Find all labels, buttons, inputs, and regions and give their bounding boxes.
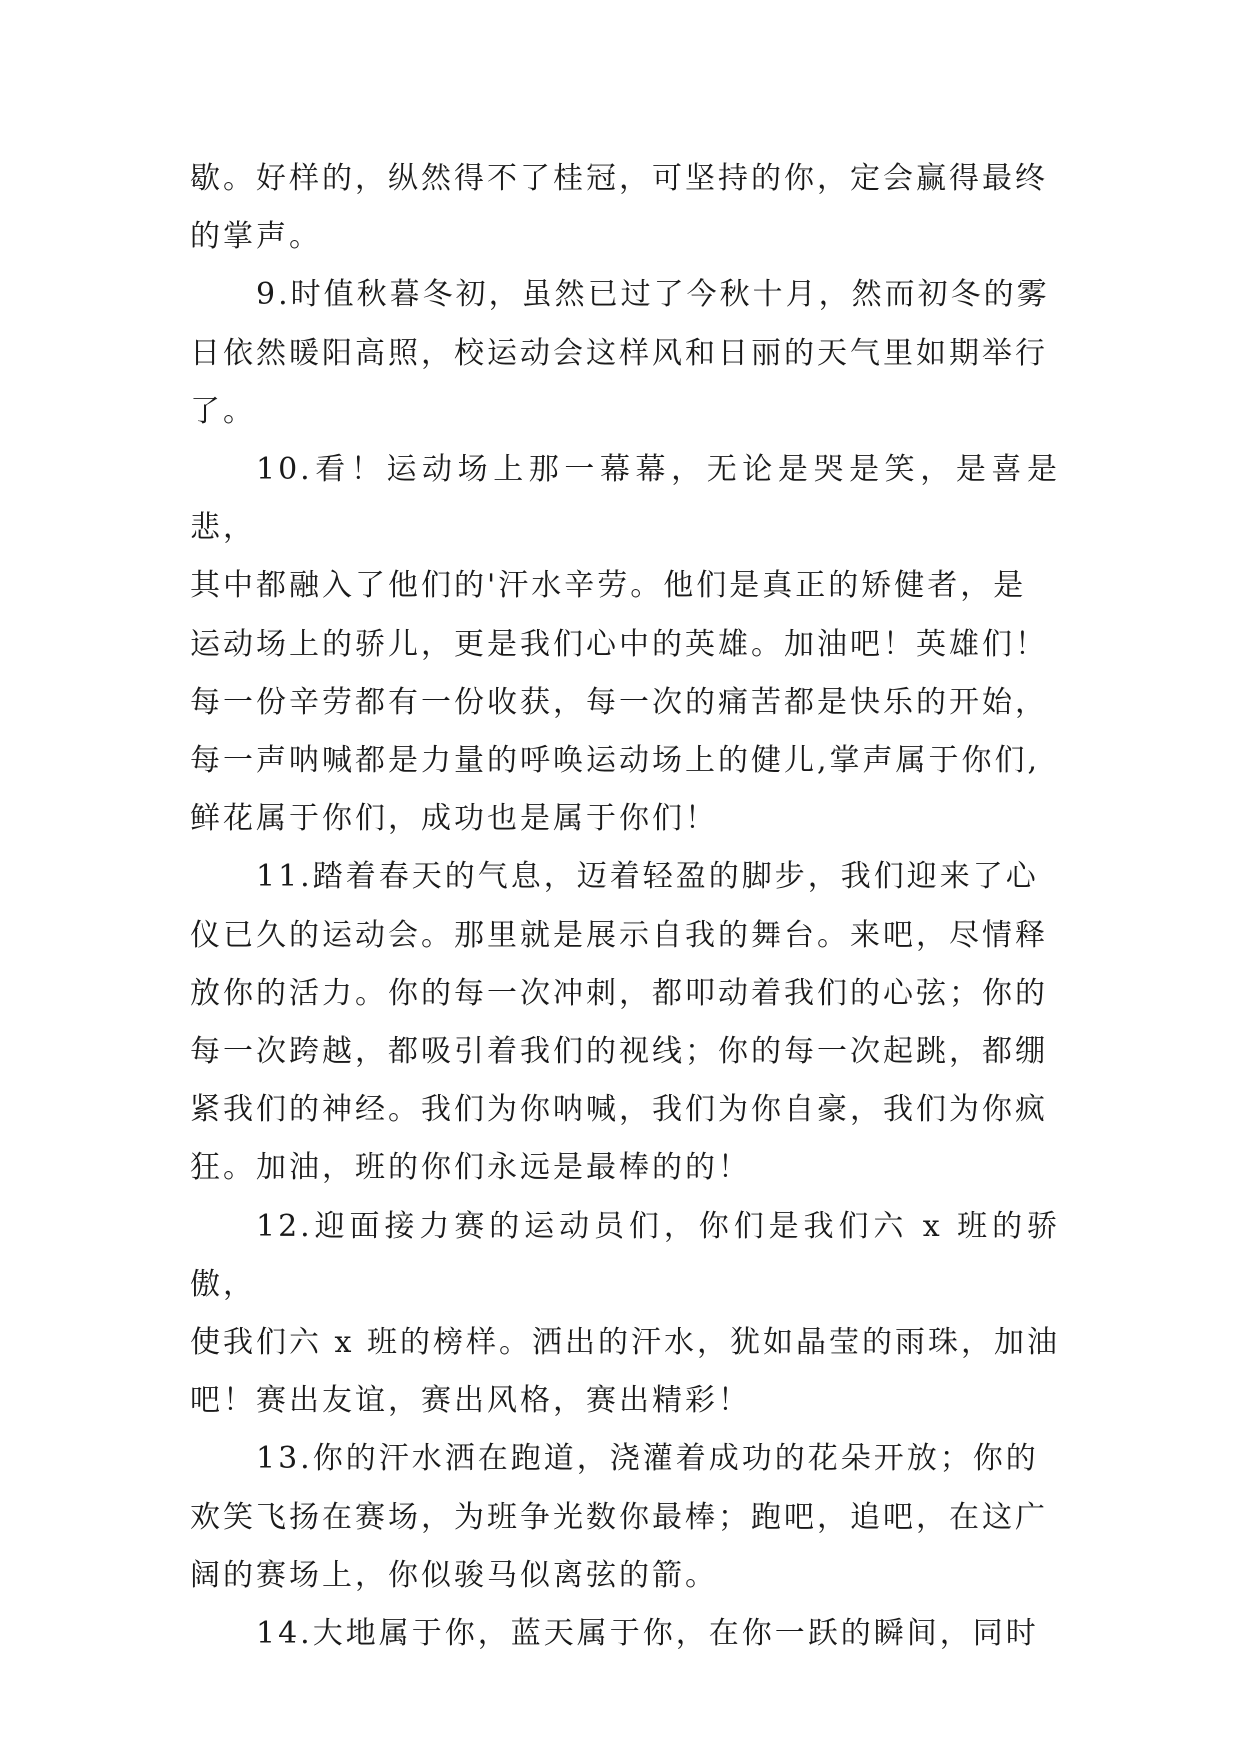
paragraph (190, 1605, 1060, 1663)
paragraph (190, 150, 1060, 266)
text-line: 其中都融入了他们的'汗水辛劳。他们是真正的矫健者，是 (190, 568, 1027, 604)
text-line: 紧我们的神经。我们为你呐喊，我们为你自豪，我们为你疯 (190, 1092, 1048, 1128)
text-line: 每一声呐喊都是力量的呼唤运动场上的健儿,掌声属于你们, (190, 743, 1041, 779)
text-line: 9.时值秋暮冬初，虽然已过了今秋十月，然而初冬的雾 (256, 277, 1050, 313)
text-line: 歇。好样的，纵然得不了桂冠，可坚持的你，定会赢得最终 (190, 161, 1048, 196)
text-line: 11.踏着春天的气息，迈着轻盈的脚步，我们迎来了心 (256, 859, 1039, 895)
text-line: 鲜花属于你们，成功也是属于你们！ (190, 801, 718, 837)
text-line: 每一份辛劳都有一份收获，每一次的痛苦都是快乐的开始， (190, 684, 1048, 720)
text-line: 12.迎面接力赛的运动员们，你们是我们六 x 班的骄傲， (190, 1208, 1060, 1302)
text-line: 日依然暖阳高照，校运动会这样风和日丽的天气里如期举行 (190, 335, 1048, 371)
text-line: 使我们六 x 班的榜样。洒出的汗水，犹如晶莹的雨珠，加油 (190, 1325, 1060, 1361)
text-line: 13.你的汗水洒在跑道，浇灌着成功的花朵开放；你的 (256, 1441, 1039, 1477)
text-line: 仪已久的运动会。那里就是展示自我的舞台。来吧，尽情释 (190, 917, 1048, 953)
text-line: 欢笑飞扬在赛场，为班争光数你最棒；跑吧，追吧，在这广 (190, 1499, 1048, 1535)
paragraph (190, 441, 1060, 848)
paragraph (190, 266, 1060, 441)
text-line: 了。 (190, 393, 256, 429)
text-line: 14.大地属于你，蓝天属于你，在你一跃的瞬间，同时 (256, 1616, 1039, 1652)
paragraph (190, 1198, 1060, 1431)
paragraph (190, 848, 1060, 1197)
text-line: 运动场上的骄儿，更是我们心中的英雄。加油吧！英雄们！ (190, 626, 1048, 662)
paragraph (190, 1430, 1060, 1605)
document-body (190, 150, 1060, 1663)
text-line: 每一次跨越，都吸引着我们的视线；你的每一次起跳，都绷 (190, 1034, 1048, 1070)
text-line: 狂。加油，班的你们永远是最棒的的！ (190, 1150, 751, 1186)
text-line: 阔的赛场上，你似骏马似离弦的箭。 (190, 1557, 718, 1593)
text-line: 放你的活力。你的每一次冲刺，都叩动着我们的心弦；你的 (190, 975, 1048, 1011)
text-line: 吧！赛出友谊，赛出风格，赛出精彩！ (190, 1383, 751, 1419)
text-line: 的掌声。 (190, 219, 322, 255)
text-line: 10.看！运动场上那一幕幕，无论是哭是笑，是喜是悲， (190, 452, 1060, 546)
